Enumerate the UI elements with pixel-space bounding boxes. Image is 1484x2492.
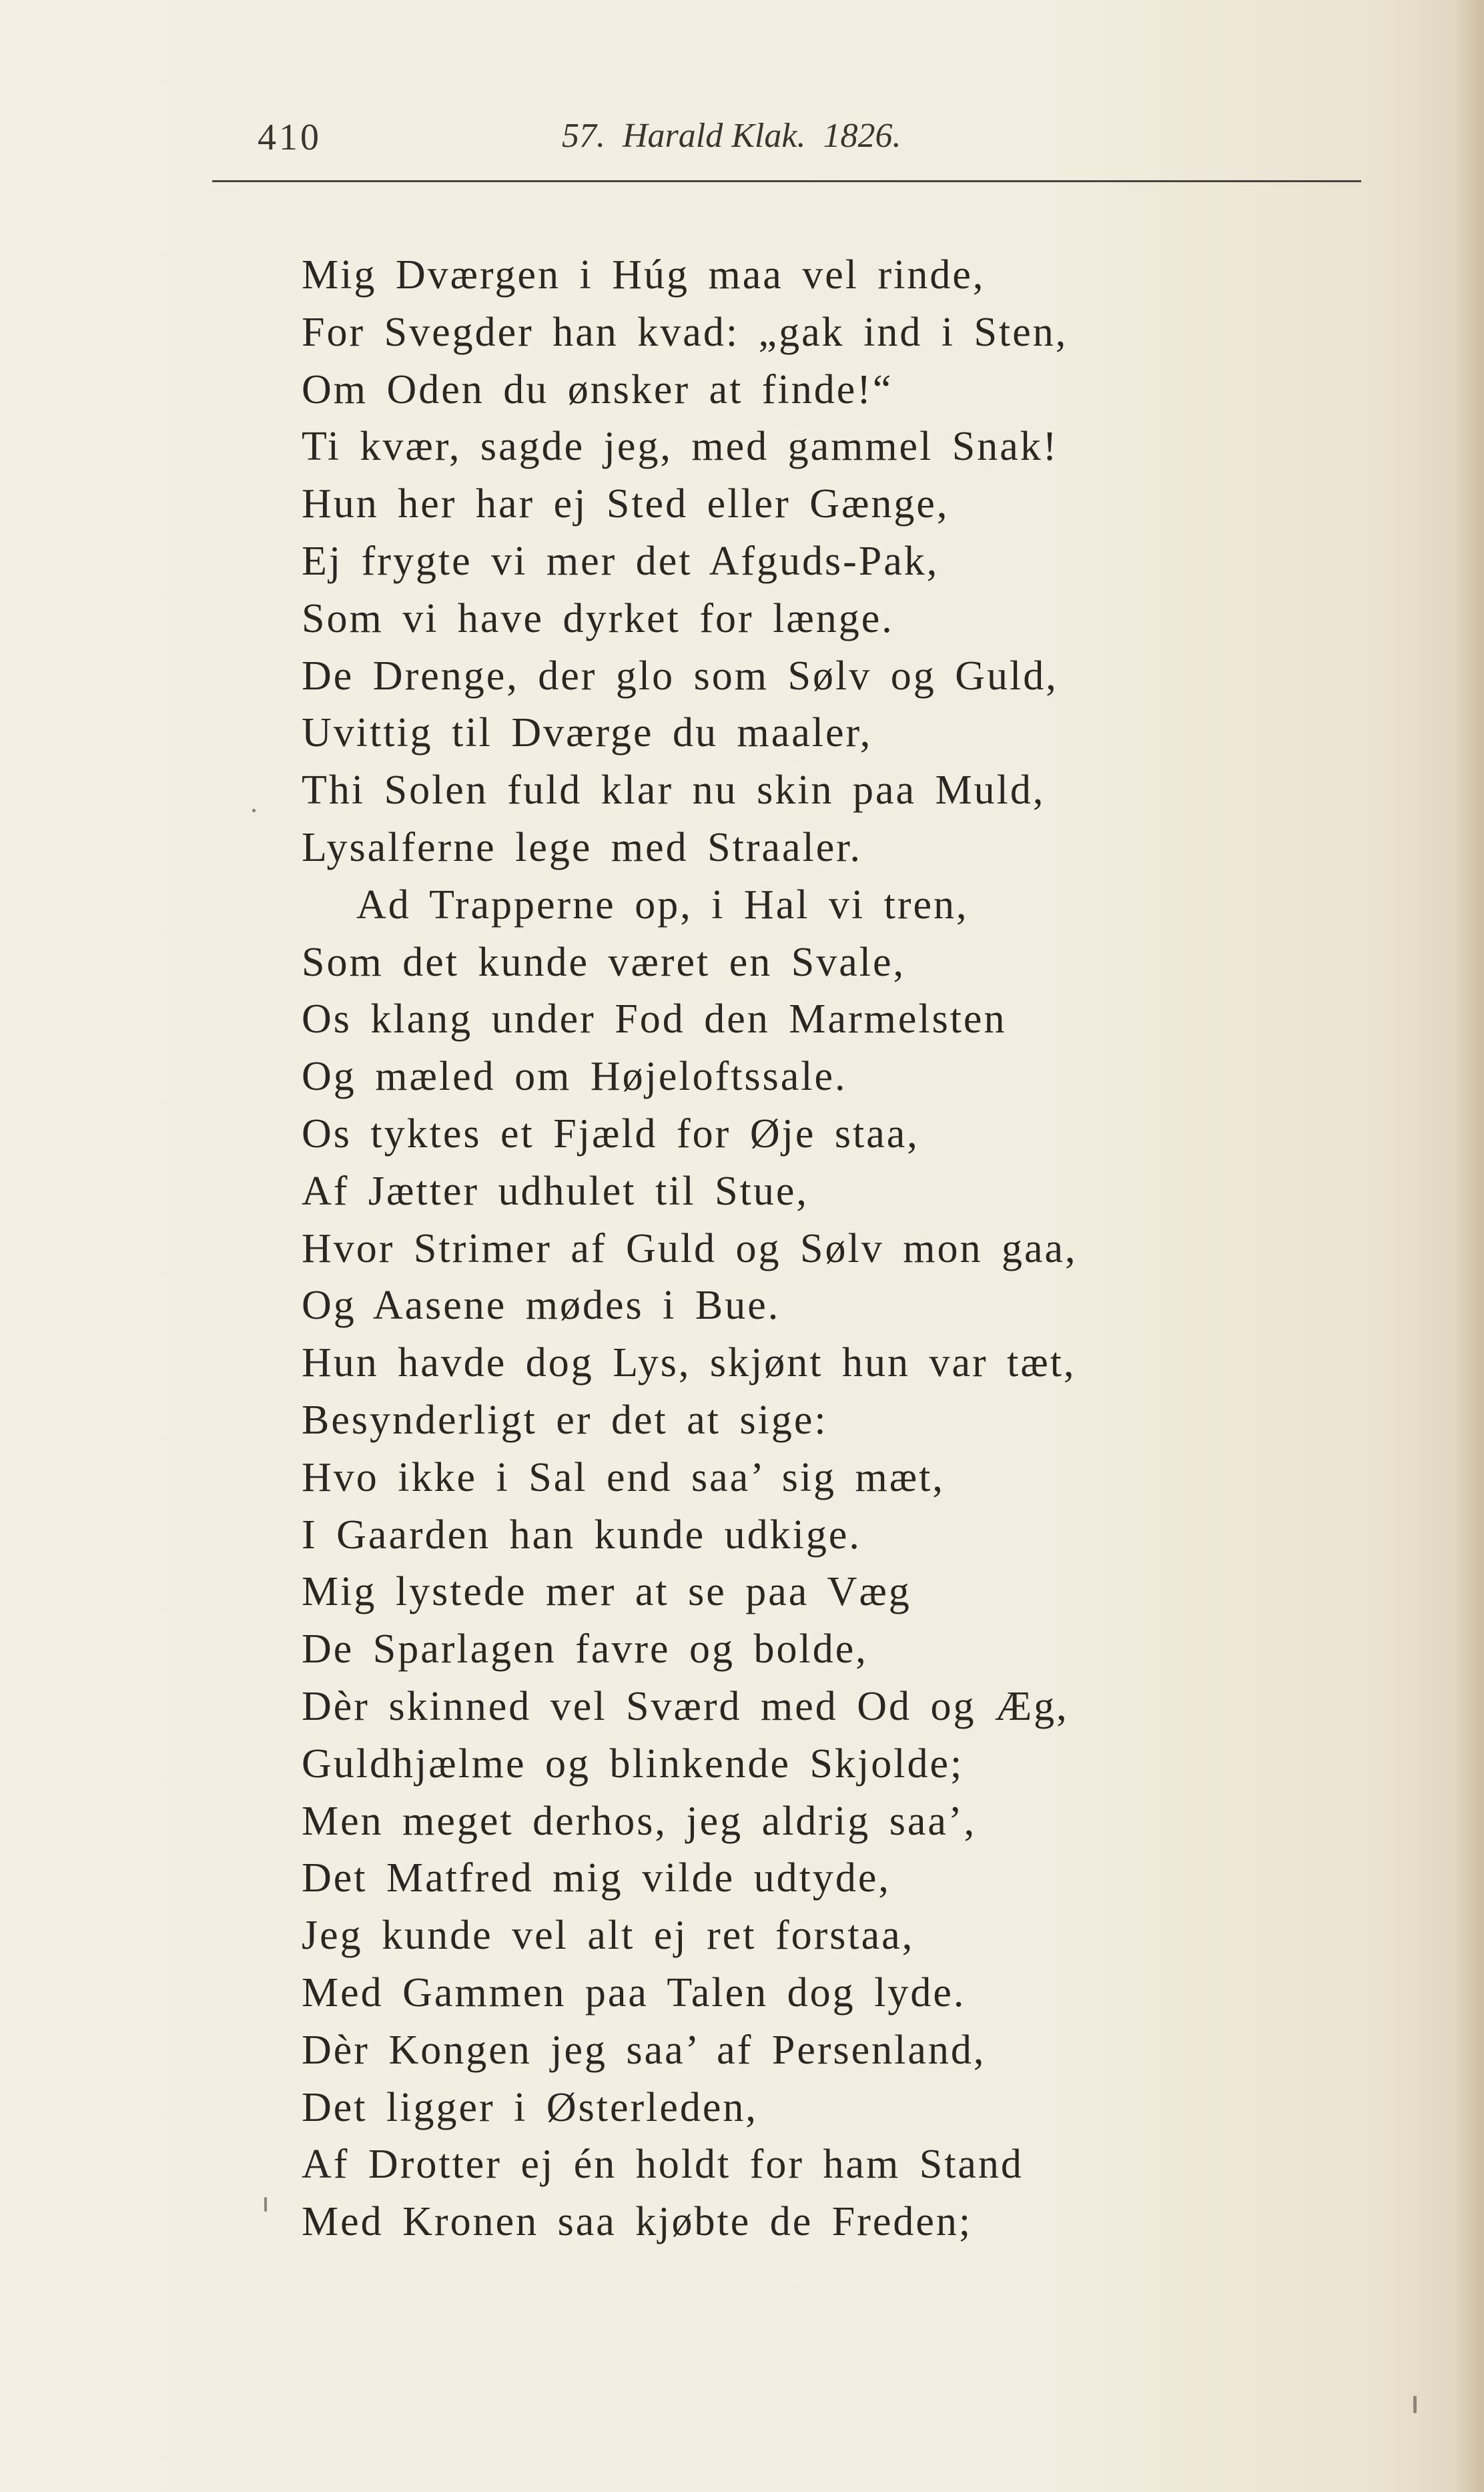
poem-line: Dèr skinned vel Sværd med Od og Æg, — [302, 1683, 1069, 1729]
page-header — [212, 111, 1360, 164]
poem-line: Som det kunde været en Svale, — [302, 939, 905, 985]
poem-line: De Drenge, der glo som Sølv og Guld, — [302, 653, 1058, 699]
running-title: 57. Harald Klak. 1826. — [562, 117, 901, 155]
poem-line: Hun havde dog Lys, skjønt hun var tæt, — [302, 1340, 1076, 1386]
poem-line: Hvo ikke i Sal end saa’ sig mæt, — [302, 1454, 945, 1500]
poem-line: Det ligger i Østerleden, — [302, 2084, 758, 2130]
paper-speck — [1413, 2396, 1417, 2413]
poem-line: Ti kvær, sagde jeg, med gammel Snak! — [302, 424, 1059, 470]
poem-text — [302, 247, 1316, 2251]
poem-line: Uvittig til Dværge du maaler, — [302, 710, 873, 756]
poem-line: I Gaarden han kunde udkige. — [302, 1512, 861, 1558]
poem-line: Af Drotter ej én holdt for ham Stand — [302, 2142, 1024, 2188]
page-edge-shadow — [1456, 0, 1484, 2492]
poem-line: Os tyktes et Fjæld for Øje staa, — [302, 1111, 919, 1157]
poem-line: De Sparlagen favre og bolde, — [302, 1626, 868, 1672]
poem-line: For Svegder han kvad: „gak ind i Sten, — [302, 309, 1068, 355]
poem-line: Os klang under Fod den Marmelsten — [302, 996, 1007, 1042]
poem-line: Dèr Kongen jeg saa’ af Persenland, — [302, 2027, 986, 2073]
poem-line-indented: Ad Trapperne op, i Hal vi tren, — [356, 882, 969, 928]
page-number: 410 — [258, 117, 322, 158]
paper-speck — [264, 2197, 267, 2212]
header-rule — [212, 180, 1361, 182]
poem-line: Besynderligt er det at sige: — [302, 1397, 828, 1443]
poem-line: Guldhjælme og blinkende Skjolde; — [302, 1741, 964, 1787]
poem-line: Med Kronen saa kjøbte de Freden; — [302, 2199, 973, 2245]
poem-line: Med Gammen paa Talen dog lyde. — [302, 1969, 966, 2015]
poem-line: Det Matfred mig vilde udtyde, — [302, 1855, 891, 1901]
poem-line: Og mæled om Højeloftssale. — [302, 1054, 847, 1100]
poem-line: Af Jætter udhulet til Stue, — [302, 1168, 809, 1214]
poem-line: Thi Solen fuld klar nu skin paa Muld, — [302, 767, 1046, 814]
paper-speck — [252, 809, 256, 812]
poem-line: Mig lystede mer at se paa Væg — [302, 1569, 911, 1615]
poem-line: Hvor Strimer af Guld og Sølv mon gaa, — [302, 1225, 1078, 1271]
poem-line: Lysalferne lege med Straaler. — [302, 824, 863, 870]
poem-line: Ej frygte vi mer det Afguds-Pak, — [302, 538, 940, 584]
poem-line: Mig Dværgen i Húg maa vel rinde, — [302, 252, 986, 298]
poem-line: Hun her har ej Sted eller Gænge, — [302, 481, 950, 527]
poem-line: Og Aasene mødes i Bue. — [302, 1283, 781, 1329]
poem-line: Om Oden du ønsker at finde!“ — [302, 366, 893, 412]
poem-line: Men meget derhos, jeg aldrig saa’, — [302, 1798, 977, 1844]
poem-line: Jeg kunde vel alt ej ret forstaa, — [302, 1913, 915, 1959]
poem-line: Som vi have dyrket for længe. — [302, 595, 894, 641]
